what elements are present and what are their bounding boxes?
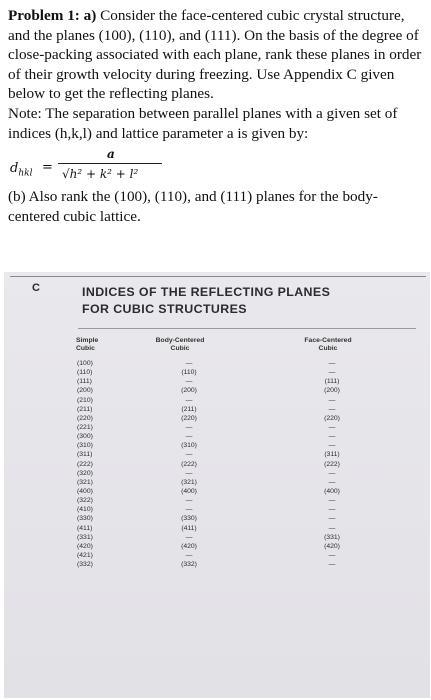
bcc-cell: — <box>185 451 193 459</box>
bcc-cell: (200) <box>181 387 197 395</box>
simple-cell: (211) <box>77 405 93 413</box>
simple-cell: (210) <box>77 396 93 404</box>
simple-cell: (310) <box>77 442 93 450</box>
bcc-cell: (222) <box>181 460 197 468</box>
fcc-column <box>317 359 347 569</box>
part-a-paragraph <box>8 6 426 104</box>
fcc-cell: — <box>328 423 336 431</box>
simple-cell: (330) <box>77 515 93 523</box>
bcc-cell: — <box>185 533 193 541</box>
bcc-cell: — <box>185 360 193 367</box>
bcc-cell: (420) <box>181 542 197 550</box>
column-header-fcc-line1: Face-Centered <box>304 337 352 344</box>
fcc-cell: (420) <box>324 542 340 550</box>
fcc-cell: — <box>328 405 336 413</box>
simple-cell: (400) <box>77 487 93 495</box>
bcc-cell: (332) <box>181 561 197 569</box>
column-header-simple <box>76 337 116 353</box>
bcc-cell: (110) <box>181 369 197 377</box>
column-header-fcc-line2: Cubic <box>318 345 338 352</box>
column-header-simple-line2: Cubic <box>76 345 95 352</box>
bcc-cell: — <box>185 469 193 477</box>
bcc-cell: — <box>185 378 193 386</box>
simple-cell: (321) <box>77 478 93 486</box>
simple-cell: (220) <box>77 414 93 422</box>
fcc-cell: — <box>328 360 336 367</box>
fcc-cell: — <box>328 561 336 569</box>
fcc-cell: — <box>328 396 336 404</box>
fcc-cell: (111) <box>324 378 340 386</box>
fcc-cell: — <box>328 551 336 559</box>
formula-numerator: a <box>107 147 115 162</box>
bcc-cell: — <box>185 433 193 441</box>
problem-lead: Problem 1: a) <box>8 7 97 24</box>
part-b-text: (b) Also rank the (100), (110), and (111) planes for the body-centered cubic lattice. <box>8 188 378 225</box>
bcc-cell: (220) <box>181 414 197 422</box>
formula-lhs <box>10 159 32 184</box>
simple-cell: (421) <box>77 551 93 559</box>
simple-cell: (322) <box>77 497 93 505</box>
column-header-bcc <box>144 337 216 353</box>
fcc-cell: (331) <box>324 533 340 541</box>
column-header-fcc <box>292 337 364 353</box>
column-header-bcc-line1: Body-Centered <box>155 337 205 344</box>
bcc-cell: — <box>185 423 193 431</box>
simple-cell: (221) <box>77 423 93 431</box>
spacing-formula <box>8 145 426 185</box>
fcc-cell: — <box>328 469 336 477</box>
appendix-title <box>82 284 412 318</box>
appendix-title-line2: FOR CUBIC STRUCTURES <box>82 302 247 316</box>
simple-cell: (200) <box>77 387 93 395</box>
bcc-column <box>174 359 204 569</box>
header-rule <box>78 328 416 329</box>
fcc-cell: (311) <box>324 451 340 459</box>
fcc-cell: — <box>328 478 336 486</box>
fcc-cell: — <box>328 369 336 377</box>
bcc-cell: (321) <box>181 478 197 486</box>
top-rule <box>10 276 426 277</box>
simple-cell: (320) <box>77 469 93 477</box>
note-text: Note: The separation between parallel planes with a given set of indices (h,k,l) and lattice parameter a is given by: <box>8 104 398 142</box>
fcc-cell: (200) <box>324 387 340 395</box>
simple-cell: (420) <box>77 542 93 550</box>
simple-cell: (300) <box>77 433 93 441</box>
formula-subscript: hkl <box>18 168 33 179</box>
fcc-cell: (222) <box>324 460 340 468</box>
bcc-cell: (211) <box>181 405 197 413</box>
problem-text <box>8 6 426 226</box>
simple-cell: (410) <box>77 506 93 514</box>
fcc-cell: (220) <box>324 414 340 422</box>
simple-cell: (411) <box>77 524 93 532</box>
simple-cell: (222) <box>77 460 93 468</box>
fcc-cell: — <box>328 497 336 505</box>
simple-cell: (311) <box>77 451 93 459</box>
column-header-bcc-line2: Cubic <box>170 345 190 352</box>
simple-cell: (110) <box>77 369 93 377</box>
simple-cubic-column <box>77 359 93 569</box>
bcc-cell: — <box>185 506 193 514</box>
fcc-cell: — <box>328 442 336 450</box>
fraction-bar <box>58 163 162 164</box>
bcc-cell: (310) <box>181 442 197 450</box>
bcc-cell: — <box>185 396 193 404</box>
bcc-cell: — <box>185 497 193 505</box>
appendix-title-line1: INDICES OF THE REFLECTING PLANES <box>82 285 331 299</box>
fcc-cell: — <box>328 506 336 514</box>
bcc-cell: (330) <box>181 515 197 523</box>
formula-equals: = <box>42 160 53 176</box>
part-a-text: Consider the face-centered cubic crystal structure, and the planes (100), (110), and (111). On the basis of the degree of close-packing associated with each plane, rank these planes in order of their growth velocity during freezing. Use Appendix C given below to get the reflecting planes. <box>8 7 422 103</box>
simple-cell: (100) <box>77 360 93 367</box>
appendix-letter: C <box>32 282 40 294</box>
fcc-cell: (400) <box>324 487 340 495</box>
fcc-cell: — <box>328 433 336 441</box>
fcc-cell: — <box>328 524 336 532</box>
column-header-simple-line1: Simple <box>76 337 99 344</box>
simple-cell: (331) <box>77 533 93 541</box>
bcc-cell: (411) <box>181 524 197 532</box>
simple-cell: (332) <box>77 561 93 569</box>
bcc-cell: (400) <box>181 487 197 495</box>
formula-denominator: √h² + k² + l² <box>62 167 139 182</box>
formula-d: d <box>10 161 19 177</box>
fcc-cell: — <box>328 515 336 523</box>
appendix-photo <box>4 272 430 698</box>
simple-cell: (111) <box>77 378 92 386</box>
bcc-cell: — <box>185 551 193 559</box>
